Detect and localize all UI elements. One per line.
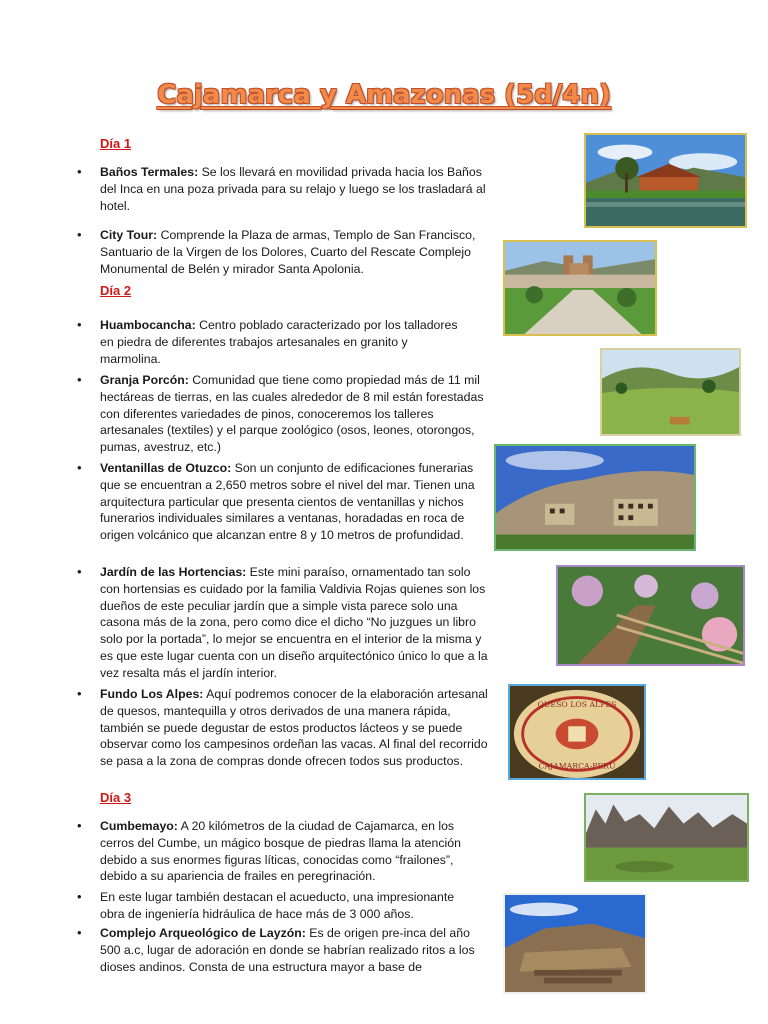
item-fundo-los-alpes: Fundo Los Alpes: Aquí podremos conocer de la elaboración artesanal de quesos, mantequilla y otros derivados de una manera rápida, también se puede degustar de estos productos lácteos y se puede observar como los campesinos ordeñan las vacas. Al final del recorrido se pasa a la zona de compras donde ofrecen todos sus productos. xyxy=(100,687,488,769)
jardin-hortencias-photo xyxy=(556,565,745,666)
item-cumbemayo: Cumbemayo: A 20 kilómetros de la ciudad de Cajamarca, en los cerros del Cumbe, un mágico bosque de piedras llama la atención debido a sus enormes figuras líticas, conocidas como “frailones”, debido a su apariencia de frailes en peregrinación. xyxy=(100,819,461,884)
day-3-heading: Día 3 xyxy=(100,790,132,805)
layzon-photo xyxy=(503,893,647,994)
item-acueducto: En este lugar también destacan el acueducto, una impresionante obra de ingeniería hidráulica de hace más de 3 000 años. xyxy=(100,890,455,921)
bullet-icon: • xyxy=(77,372,82,387)
item-jardin-hortencias: Jardín de las Hortencias: Este mini paraíso, ornamentado tan solo con hortensias es cuidado por la familia Valdivia Rojas quienes son los dueños de este peculiar jardín que a simple vista parece solo una casona más de la zona, pero como dice el dicho “No juzgues un libro solo por la portada”, lo mejor se encuentra en el interior de la misma y es que este lugar cuenta con un diseño arquitectónico único lo que a la vez resalta más el jardín interior. xyxy=(100,565,488,680)
item-banos-termales: Baños Termales: Se los llevará en movilidad privada hacia los Baños del Inca en una poza privada para su relajo y luego se los trasladará al hotel. xyxy=(100,165,486,213)
bullet-icon: • xyxy=(77,889,82,904)
item-huambocancha: Huambocancha: Centro poblado caracterizado por los talladores en piedra de diferentes trabajos artesanales en granito y marmolina. xyxy=(100,318,458,366)
day-2-heading: Día 2 xyxy=(100,283,132,298)
bullet-icon: • xyxy=(77,818,82,833)
page-title: Cajamarca y Amazonas (5d/4n) xyxy=(157,80,611,110)
bullet-icon: • xyxy=(77,164,82,179)
item-layzon: Complejo Arqueológico de Layzón: Es de origen pre-inca del año 500 a.c, lugar de adoración en donde se habrían realizado ritos a los dioses andinos. Consta de una estructura mayor a base de xyxy=(100,926,475,974)
item-granja-porcon: Granja Porcón: Comunidad que tiene como propiedad más de 11 mil hectáreas de tierras, en las cuales alrededor de 8 mil están forestadas con diferentes variedades de pinos, conoceremos los talleres artesanales (textiles) y el parque zoológico (osos, leones, otorongos, pumas, avestruz, etc.) xyxy=(100,373,484,455)
bullet-icon: • xyxy=(77,564,82,579)
bullet-icon: • xyxy=(77,317,82,332)
banos-termales-photo xyxy=(584,133,747,228)
cheese-label-top: QUESO LOS ALPES xyxy=(537,700,617,710)
cheese-label-bottom: CAJAMARCA-PERU xyxy=(538,761,616,771)
item-ventanillas-otuzco: Ventanillas de Otuzco: Son un conjunto de edificaciones funerarias que se encuentran a 2,650 metros sobre el nivel del mar. Tienen una arquitectura particular que presenta cientos de ventanillas y nichos funerarios individuales similares a ventanas, horadadas en roca de origen volcánico que alcanzan entre 8 y 10 metros de profundidad. xyxy=(100,461,475,543)
bullet-icon: • xyxy=(77,925,82,940)
granja-porcon-photo xyxy=(600,348,741,436)
bullet-icon: • xyxy=(77,460,82,475)
bullet-icon: • xyxy=(77,227,82,242)
queso-los-alpes-photo xyxy=(508,684,646,780)
item-city-tour: City Tour: Comprende la Plaza de armas, Templo de San Francisco, Santuario de la Virgen de los Dolores, Cuarto del Rescate Complejo Monumental de Belén y mirador Santa Apolonia. xyxy=(100,228,476,276)
cumbemayo-photo xyxy=(584,793,749,882)
city-tour-photo xyxy=(503,240,657,336)
bullet-icon: • xyxy=(77,686,82,701)
day-1-heading: Día 1 xyxy=(100,136,132,151)
ventanillas-otuzco-photo xyxy=(494,444,696,551)
